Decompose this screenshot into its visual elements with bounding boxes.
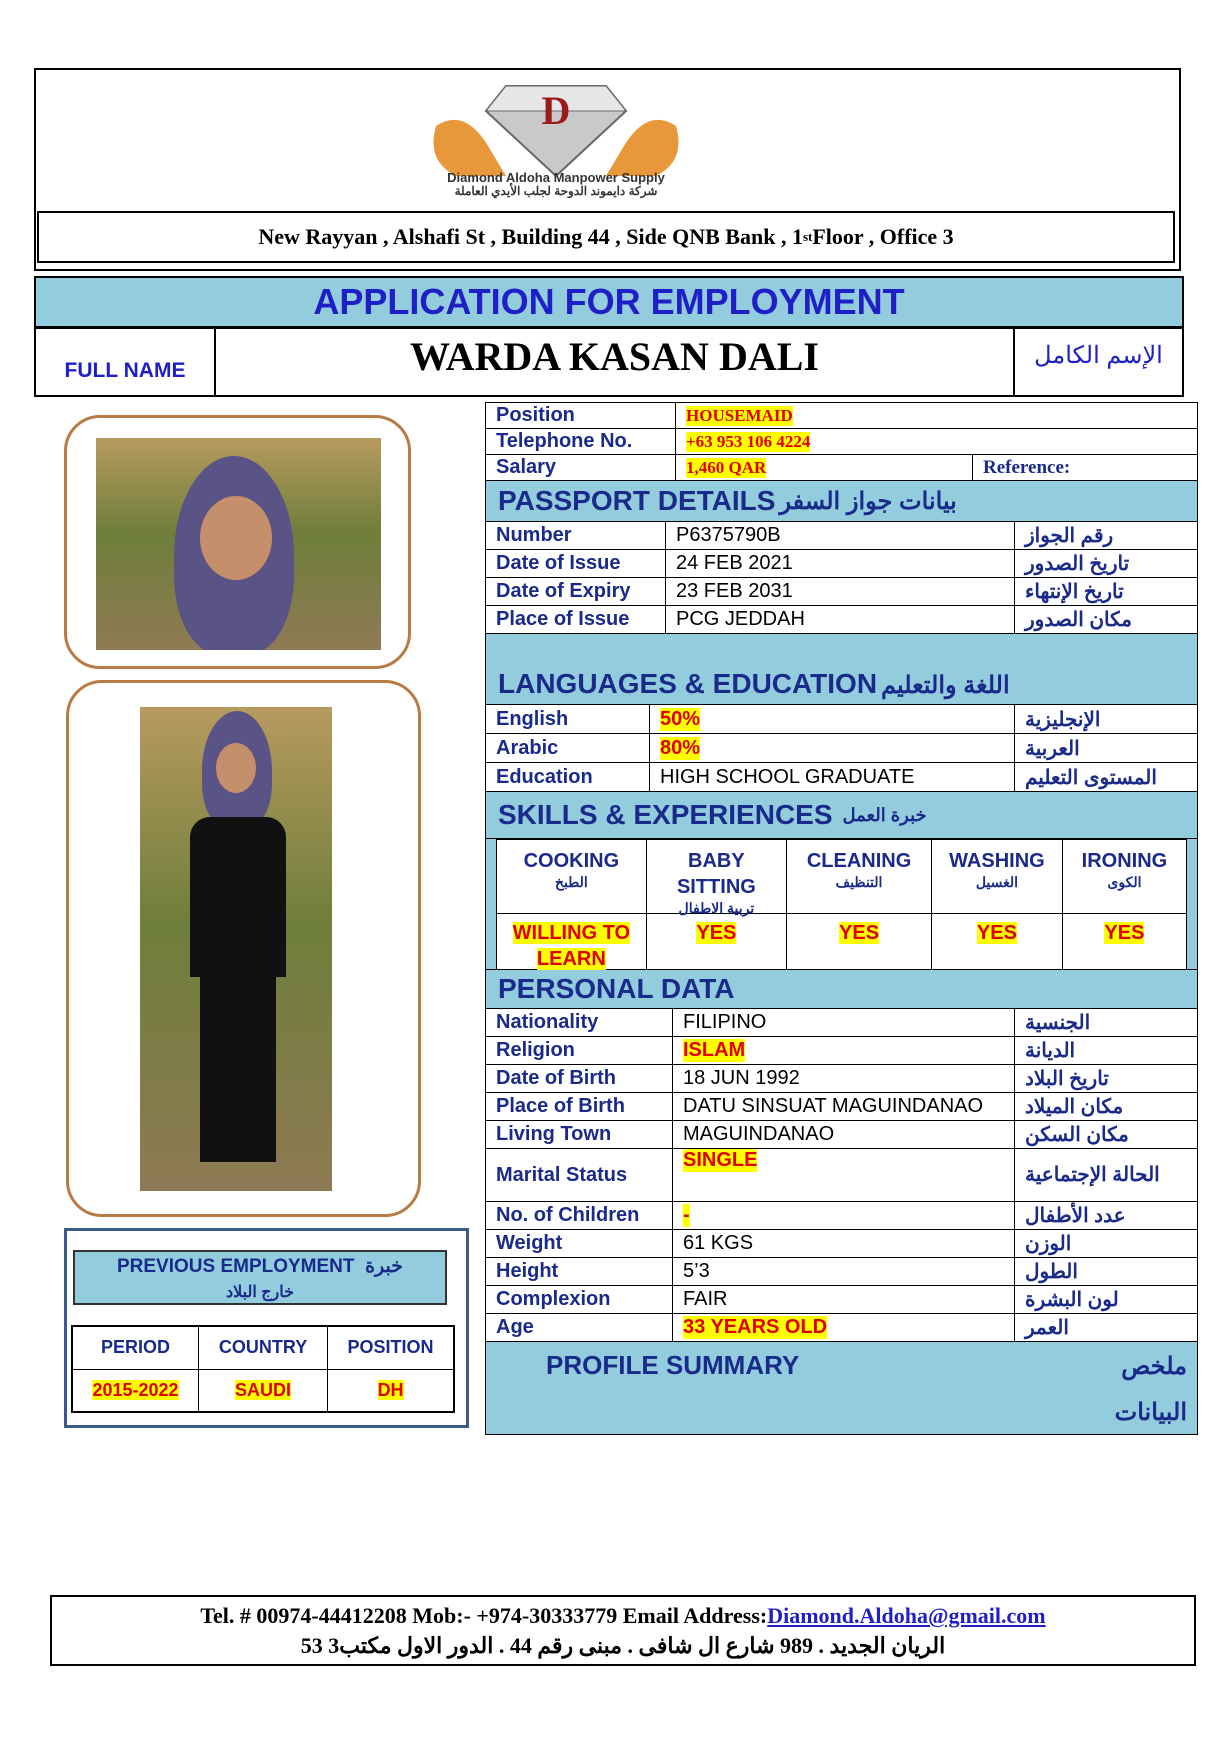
skills-table-wrap bbox=[486, 839, 1197, 970]
passport-3-label: Place of Issue bbox=[486, 606, 666, 633]
passport-1-label-ar: تاريخ الصدور bbox=[1025, 553, 1130, 575]
passport-2-row bbox=[486, 578, 1197, 606]
skills-section-title: SKILLS & EXPERIENCES خبرة العمل bbox=[486, 792, 1197, 839]
footer bbox=[50, 1595, 1196, 1666]
passport-1-label: Date of Issue bbox=[486, 550, 666, 577]
personal-3-row bbox=[486, 1093, 1197, 1121]
passport-0-value: P6375790B bbox=[666, 522, 1015, 549]
skill-value: YES bbox=[696, 922, 737, 944]
page-title: APPLICATION FOR EMPLOYMENT bbox=[34, 276, 1184, 328]
personal-1-label-ar: الديانة bbox=[1025, 1040, 1076, 1062]
skill-name-ar: تربية الاطفال bbox=[678, 900, 755, 916]
skill-name: WASHING bbox=[949, 850, 1045, 872]
prev-header-position: POSITION bbox=[328, 1327, 454, 1370]
personal-6-value: - bbox=[673, 1202, 1015, 1229]
personal-7-label-ar: الوزن bbox=[1025, 1233, 1072, 1255]
position-value: HOUSEMAID bbox=[686, 405, 793, 425]
personal-8-row bbox=[486, 1258, 1197, 1286]
full-body-photo bbox=[140, 707, 332, 1191]
skill-value: WILLING TO LEARN bbox=[512, 922, 631, 970]
salary-row bbox=[486, 455, 1197, 481]
company-name-en: Diamond Aldoha Manpower Supply bbox=[447, 170, 665, 185]
personal-4-label-ar: مكان السكن bbox=[1025, 1124, 1129, 1146]
personal-5-value: SINGLE bbox=[673, 1149, 1015, 1201]
personal-0-value: FILIPINO bbox=[673, 1009, 1015, 1036]
skill-name: IRONING bbox=[1081, 850, 1168, 872]
skill-3 bbox=[932, 840, 1063, 969]
full-name-row bbox=[34, 327, 1184, 397]
skill-2 bbox=[787, 840, 932, 969]
application-form bbox=[485, 402, 1198, 1435]
company-address: New Rayyan , Alshafi St , Building 44 , Side QNB Bank , 1 st Floor , Office 3 bbox=[37, 211, 1175, 263]
language-2-value: HIGH SCHOOL GRADUATE bbox=[650, 763, 1015, 791]
personal-7-value: 61 KGS bbox=[673, 1230, 1015, 1257]
passport-3-value: PCG JEDDAH bbox=[666, 606, 1015, 633]
personal-2-row bbox=[486, 1065, 1197, 1093]
skill-value: YES bbox=[976, 922, 1017, 944]
profile-summary-section bbox=[486, 1342, 1197, 1434]
passport-2-value: 23 FEB 2031 bbox=[666, 578, 1015, 605]
footer-email-link[interactable]: Diamond.Aldoha@gmail.com bbox=[767, 1603, 1046, 1628]
personal-1-label: Religion bbox=[486, 1037, 673, 1064]
previous-employment-table bbox=[71, 1325, 455, 1413]
passport-0-label: Number bbox=[486, 522, 666, 549]
reference-label: Reference: bbox=[983, 456, 1071, 478]
passport-0-row bbox=[486, 522, 1197, 550]
telephone-label: Telephone No. bbox=[486, 429, 676, 454]
full-name-value: WARDA KASAN DALI bbox=[216, 329, 1015, 395]
personal-9-label-ar: لون البشرة bbox=[1025, 1289, 1119, 1311]
prev-country: SAUDI bbox=[198, 1369, 327, 1412]
personal-2-label-ar: تاريخ البلاد bbox=[1025, 1068, 1109, 1090]
skill-name-ar: الكوى bbox=[1107, 874, 1142, 890]
personal-3-label: Place of Birth bbox=[486, 1093, 673, 1120]
personal-4-label: Living Town bbox=[486, 1121, 673, 1148]
language-1-value: 80% bbox=[650, 734, 1015, 762]
position-row bbox=[486, 403, 1197, 429]
personal-0-label: Nationality bbox=[486, 1009, 673, 1036]
language-2-label: Education bbox=[486, 763, 650, 791]
personal-5-label-ar: الحالة الإجتماعية bbox=[1025, 1164, 1160, 1186]
skill-name: BABY SITTING bbox=[676, 850, 756, 898]
personal-0-row bbox=[486, 1009, 1197, 1037]
position-label: Position bbox=[486, 403, 676, 428]
personal-5-label: Marital Status bbox=[486, 1149, 673, 1201]
skill-name-ar: الطبخ bbox=[554, 874, 588, 890]
language-1-label: Arabic bbox=[486, 734, 650, 762]
prev-header-country: COUNTRY bbox=[198, 1327, 327, 1370]
personal-9-value: FAIR bbox=[673, 1286, 1015, 1313]
full-name-label-ar: الإسم الكامل bbox=[1034, 342, 1163, 369]
prev-position: DH bbox=[328, 1369, 454, 1412]
language-1-row bbox=[486, 734, 1197, 763]
language-0-value: 50% bbox=[650, 705, 1015, 733]
passport-1-row bbox=[486, 550, 1197, 578]
personal-10-row bbox=[486, 1314, 1197, 1342]
personal-1-value: ISLAM bbox=[673, 1037, 1015, 1064]
svg-text:D: D bbox=[541, 88, 571, 133]
personal-9-row bbox=[486, 1286, 1197, 1314]
personal-7-label: Weight bbox=[486, 1230, 673, 1257]
company-logo bbox=[396, 76, 716, 200]
portrait-photo-frame bbox=[64, 415, 411, 669]
personal-8-label: Height bbox=[486, 1258, 673, 1285]
prev-period: 2015-2022 bbox=[73, 1369, 199, 1412]
language-0-label: English bbox=[486, 705, 650, 733]
skills-table bbox=[496, 839, 1187, 969]
profile-summary-title-ar-2: البيانات bbox=[1114, 1399, 1187, 1426]
full-body-photo-frame bbox=[66, 680, 421, 1217]
portrait-photo bbox=[96, 438, 381, 650]
salary-label: Salary bbox=[486, 455, 676, 480]
personal-9-label: Complexion bbox=[486, 1286, 673, 1313]
prev-header-period: PERIOD bbox=[73, 1327, 199, 1370]
language-0-row bbox=[486, 705, 1197, 734]
profile-summary-title-ar-1: ملخص bbox=[1121, 1353, 1187, 1380]
personal-3-label-ar: مكان الميلاد bbox=[1025, 1096, 1124, 1118]
personal-3-value: DATU SINSUAT MAGUINDANAO bbox=[673, 1093, 1015, 1120]
personal-4-value: MAGUINDANAO bbox=[673, 1121, 1015, 1148]
skill-name: CLEANING bbox=[806, 850, 912, 872]
telephone-value: +63 953 106 4224 bbox=[686, 431, 811, 451]
salary-value: 1,460 QAR bbox=[676, 455, 973, 480]
footer-contact: Tel. # 00974-44412208 Mob:- +974-30333779 Email Address: bbox=[200, 1603, 768, 1628]
personal-5-row bbox=[486, 1149, 1197, 1202]
personal-6-row bbox=[486, 1202, 1197, 1230]
personal-6-label-ar: عدد الأطفال bbox=[1025, 1205, 1126, 1227]
skill-name: COOKING bbox=[523, 850, 620, 872]
personal-10-label-ar: العمر bbox=[1025, 1317, 1069, 1339]
profile-summary-title: PROFILE SUMMARY bbox=[546, 1350, 800, 1380]
skill-value: YES bbox=[839, 922, 880, 944]
passport-section-title: PASSPORT DETAILS بيانات جواز السفر bbox=[486, 481, 1197, 522]
full-name-label: FULL NAME bbox=[36, 329, 216, 395]
skill-0 bbox=[497, 840, 647, 969]
languages-section-title: LANGUAGES & EDUCATION اللغة والتعليم bbox=[486, 636, 1197, 705]
personal-2-value: 18 JUN 1992 bbox=[673, 1065, 1015, 1092]
footer-address-ar: 53 الريان الجديد . 989 شارع ال شافى . مبنى رقم 44 . الدور الاول مكتب3 bbox=[300, 1633, 946, 1658]
language-2-label-ar: المستوى التعليم bbox=[1025, 766, 1157, 789]
personal-0-label-ar: الجنسية bbox=[1025, 1012, 1091, 1034]
telephone-row bbox=[486, 429, 1197, 455]
passport-2-label-ar: تاريخ الإنتهاء bbox=[1025, 581, 1124, 603]
personal-10-value: 33 YEARS OLD bbox=[673, 1314, 1015, 1341]
passport-0-label-ar: رقم الجواز bbox=[1025, 525, 1114, 547]
personal-8-label-ar: الطول bbox=[1025, 1261, 1078, 1283]
personal-1-row bbox=[486, 1037, 1197, 1065]
skill-1 bbox=[647, 840, 787, 969]
personal-8-value: 5’3 bbox=[673, 1258, 1015, 1285]
personal-2-label: Date of Birth bbox=[486, 1065, 673, 1092]
skill-name-ar: التنظيف bbox=[835, 874, 883, 890]
skill-name-ar: الغسيل bbox=[975, 874, 1019, 890]
passport-3-row bbox=[486, 606, 1197, 634]
personal-section-title: PERSONAL DATA bbox=[486, 970, 1197, 1009]
personal-4-row bbox=[486, 1121, 1197, 1149]
passport-1-value: 24 FEB 2021 bbox=[666, 550, 1015, 577]
skill-value: YES bbox=[1104, 922, 1145, 944]
personal-7-row bbox=[486, 1230, 1197, 1258]
company-name-ar: شركة دايموند الدوحة لجلب الأيدي العاملة bbox=[454, 184, 658, 198]
previous-employment-title: PREVIOUS EMPLOYMENT خبرة خارج البلاد bbox=[73, 1250, 447, 1305]
language-0-label-ar: الإنجليزية bbox=[1025, 708, 1101, 731]
language-2-row bbox=[486, 763, 1197, 792]
passport-2-label: Date of Expiry bbox=[486, 578, 666, 605]
language-1-label-ar: العربية bbox=[1025, 737, 1080, 760]
skill-4 bbox=[1063, 840, 1186, 969]
personal-10-label: Age bbox=[486, 1314, 673, 1341]
passport-3-label-ar: مكان الصدور bbox=[1025, 609, 1132, 631]
personal-6-label: No. of Children bbox=[486, 1202, 673, 1229]
